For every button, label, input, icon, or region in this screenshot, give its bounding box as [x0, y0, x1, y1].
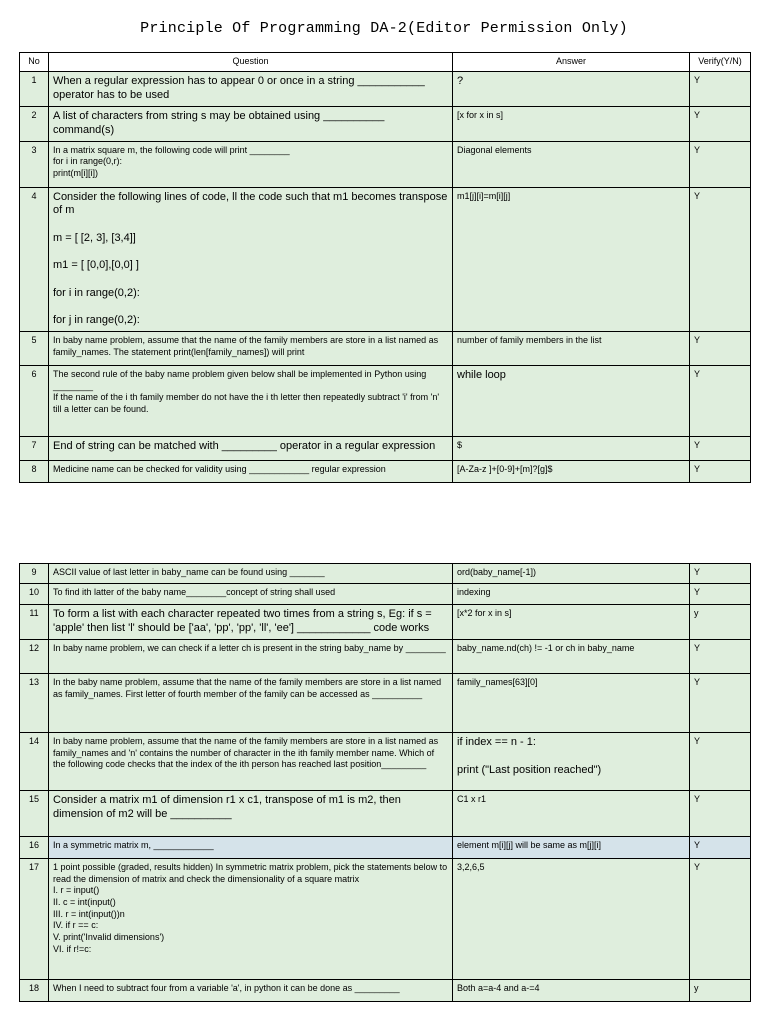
- header-answer: Answer: [453, 53, 690, 72]
- answer-cell: ?: [453, 72, 690, 107]
- question-cell: In baby name problem, assume that the name of the family members are store in a list named as family_names and 'n' contains the number of character in the ith family member name. Which of the following code checks that the index of the ith person has reached last position_________: [49, 733, 453, 791]
- answer-cell: C1 x r1: [453, 791, 690, 837]
- question-cell: The second rule of the baby name problem given below shall be implemented in Python using ________ If the name of the i th family member do not have the i th letter then repeatedly subtract 'i' from 'n' till a letter can be found.: [49, 366, 453, 437]
- question-cell: In baby name problem, assume that the name of the family members are store in a list named as family_names. The statement print(len[family_names]) will print: [49, 332, 453, 366]
- row-number: 2: [20, 107, 49, 142]
- verify-cell: Y: [690, 461, 751, 483]
- table-row: [20, 187, 751, 332]
- question-cell: Consider the following lines of code, ll the code such that m1 becomes transpose of m m = [ [2, 3], [3,4]] m1 = [ [0,0],[0,0] ] for i in range(0,2): for j in range(0,2):: [49, 187, 453, 332]
- row-number: 11: [20, 605, 49, 640]
- header-question: Question: [49, 53, 453, 72]
- row-number: 6: [20, 366, 49, 437]
- row-number: 4: [20, 187, 49, 332]
- answer-cell: ord(baby_name[-1]): [453, 564, 690, 584]
- row-number: 18: [20, 980, 49, 1002]
- verify-cell: Y: [690, 366, 751, 437]
- verify-cell: Y: [690, 564, 751, 584]
- verify-cell: Y: [690, 791, 751, 837]
- answer-cell: family_names[63][0]: [453, 674, 690, 733]
- verify-cell: Y: [690, 859, 751, 980]
- verify-cell: y: [690, 980, 751, 1002]
- row-number: 1: [20, 72, 49, 107]
- document-title: Principle Of Programming DA-2(Editor Permission Only): [140, 20, 628, 37]
- table-row: [20, 584, 751, 605]
- row-number: 14: [20, 733, 49, 791]
- row-number: 10: [20, 584, 49, 605]
- question-cell: To form a list with each character repeated two times from a string s, Eg: if s = 'apple' then list 'l' should be ['aa', 'pp', 'pp', 'll', 'ee'] ____________ code works: [49, 605, 453, 640]
- verify-cell: Y: [690, 332, 751, 366]
- row-number: 16: [20, 837, 49, 859]
- question-cell: A list of characters from string s may be obtained using __________ command(s): [49, 107, 453, 142]
- question-cell: In baby name problem, we can check if a letter ch is present in the string baby_name by ________: [49, 640, 453, 674]
- question-cell: When a regular expression has to appear 0 or once in a string ___________ operator has to be used: [49, 72, 453, 107]
- table-row: [20, 674, 751, 733]
- table-row: [20, 605, 751, 640]
- verify-cell: Y: [690, 674, 751, 733]
- answer-cell: indexing: [453, 584, 690, 605]
- answer-cell: Diagonal elements: [453, 141, 690, 187]
- answer-cell: while loop: [453, 366, 690, 437]
- row-number: 17: [20, 859, 49, 980]
- table-row: [20, 366, 751, 437]
- verify-cell: Y: [690, 733, 751, 791]
- row-number: 3: [20, 141, 49, 187]
- verify-cell: Y: [690, 584, 751, 605]
- table-row: [20, 437, 751, 461]
- table-row: [20, 837, 751, 859]
- answers-table-part-2: [19, 563, 751, 1002]
- answer-cell: baby_name.nd(ch) != -1 or ch in baby_name: [453, 640, 690, 674]
- verify-cell: Y: [690, 72, 751, 107]
- answer-cell: element m[i][j] will be same as m[j][i]: [453, 837, 690, 859]
- answers-table-part-1: [19, 52, 751, 483]
- row-number: 8: [20, 461, 49, 483]
- question-cell: In a symmetric matrix m, ____________: [49, 837, 453, 859]
- answer-cell: Both a=a-4 and a-=4: [453, 980, 690, 1002]
- row-number: 9: [20, 564, 49, 584]
- verify-cell: Y: [690, 107, 751, 142]
- question-cell: ASCII value of last letter in baby_name can be found using _______: [49, 564, 453, 584]
- header-no: No: [20, 53, 49, 72]
- answer-cell: [x for x in s]: [453, 107, 690, 142]
- answer-cell: m1[j][i]=m[i][j]: [453, 187, 690, 332]
- table-row: [20, 461, 751, 483]
- header-verify: Verify(Y/N): [690, 53, 751, 72]
- verify-cell: Y: [690, 437, 751, 461]
- question-cell: Medicine name can be checked for validity using ____________ regular expression: [49, 461, 453, 483]
- question-cell: In the baby name problem, assume that the name of the family members are store in a list named as family_names. First letter of fourth member of the family can be accessed as __________: [49, 674, 453, 733]
- row-number: 5: [20, 332, 49, 366]
- row-number: 12: [20, 640, 49, 674]
- verify-cell: Y: [690, 837, 751, 859]
- answer-cell: if index == n - 1: print ("Last position reached"): [453, 733, 690, 791]
- table-row: [20, 980, 751, 1002]
- question-cell: When I need to subtract four from a variable 'a', in python it can be done as _________: [49, 980, 453, 1002]
- table-row: [20, 733, 751, 791]
- question-cell: Consider a matrix m1 of dimension r1 x c1, transpose of m1 is m2, then dimension of m2 will be __________: [49, 791, 453, 837]
- table-row: [20, 141, 751, 187]
- answer-cell: [x*2 for x in s]: [453, 605, 690, 640]
- question-cell: 1 point possible (graded, results hidden) In symmetric matrix problem, pick the statements below to read the dimension of matrix and check the dimensionality of a square matrix I. r = input() II. c = int(input() III. r = int(input())n IV. if r == c: V. print('Invalid dimensions') VI. if r!=c:: [49, 859, 453, 980]
- verify-cell: Y: [690, 640, 751, 674]
- table-header-row: [20, 53, 751, 72]
- table-row: [20, 332, 751, 366]
- row-number: 15: [20, 791, 49, 837]
- answer-cell: [A-Za-z ]+[0-9]+[m]?[g]$: [453, 461, 690, 483]
- row-number: 7: [20, 437, 49, 461]
- table-row: [20, 72, 751, 107]
- row-number: 13: [20, 674, 49, 733]
- answer-cell: 3,2,6,5: [453, 859, 690, 980]
- table-row: [20, 107, 751, 142]
- answer-cell: $: [453, 437, 690, 461]
- table-row: [20, 791, 751, 837]
- answer-cell: number of family members in the list: [453, 332, 690, 366]
- question-cell: To find ith latter of the baby name________concept of string shall used: [49, 584, 453, 605]
- verify-cell: y: [690, 605, 751, 640]
- table-row: [20, 640, 751, 674]
- verify-cell: Y: [690, 141, 751, 187]
- question-cell: In a matrix square m, the following code will print ________ for i in range(0,r): print(m[i][i]): [49, 141, 453, 187]
- verify-cell: Y: [690, 187, 751, 332]
- table-row: [20, 859, 751, 980]
- question-cell: End of string can be matched with _________ operator in a regular expression: [49, 437, 453, 461]
- table-row: [20, 564, 751, 584]
